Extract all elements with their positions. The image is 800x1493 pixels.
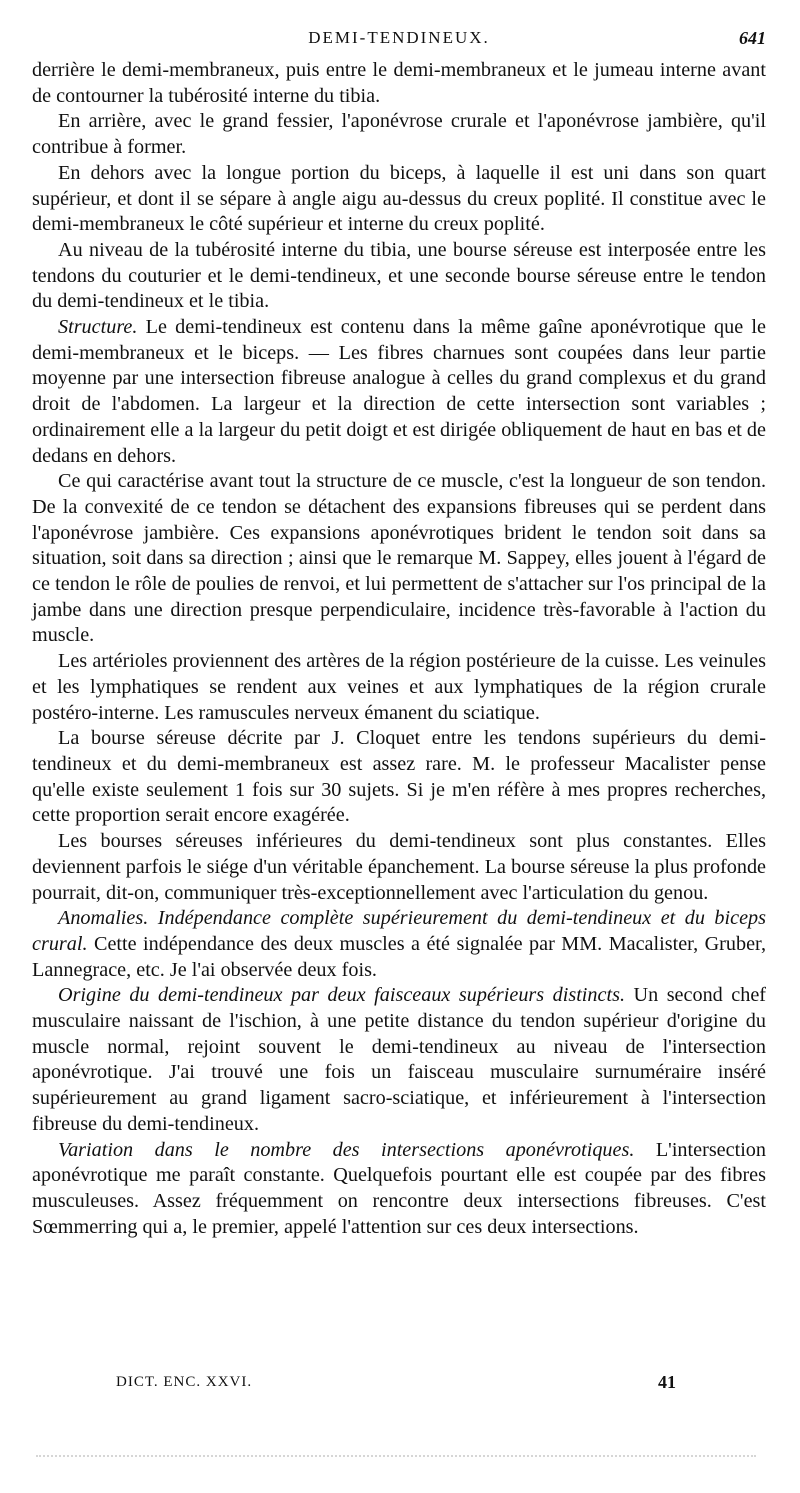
paragraph (32, 469, 766, 649)
paragraph-text: derrière le demi-membraneux, puis entre le demi-membraneux et le jumeau interne avant de contourner la tubérosité interne du tibia. (32, 59, 766, 107)
paragraph-text: Ce qui caractérise avant tout la structure de ce muscle, c'est la longueur de son tendon. De la convexité de ce tendon se détachent des expansions fibreuses qui se perdent dans l'aponévrose jambière. Ces expansions aponévrotiques brident le tendon soit dans sa situation, soit dans sa direction ; ainsi que le remarque M. Sappey, elles jouent à l'égard de ce tendon le rôle de poulies de renvoi, et lui permettent de s'attacher sur l'os principal de la jambe dans une direction presque perpendiculaire, incidence très-favorable à l'action du muscle. (32, 470, 766, 647)
paragraph-text: Les bourses séreuses inférieures du demi-tendineux sont plus constantes. Elles deviennent parfois le siége d'un véritable épanchement. La bourse séreuse la plus profonde pourrait, dit-on, communiquer très-exceptionnellement avec l'articulation du genou. (32, 830, 766, 904)
paragraph (32, 983, 766, 1137)
paragraph (32, 726, 766, 829)
paragraph-text: L'intersection aponévrotique me paraît constante. Quelquefois pourtant elle est coupée par des fibres musculeuses. Assez fréquemment on rencontre deux intersections fibreuses. C'est Sœmmerring qui a, le premier, appelé l'attention sur ces deux intersections. (32, 1138, 766, 1238)
paragraph (32, 906, 766, 983)
paragraph (32, 1138, 766, 1241)
scan-artifact-dots (36, 1455, 756, 1463)
paragraph-text: En dehors avec la longue portion du biceps, à laquelle il est uni dans son quart supérieur, et dont il se sépare à angle aigu au-dessus du creux poplité. Il constitue avec le demi-membraneux le côté supérieur et interne du creux poplité. (32, 161, 766, 236)
paragraph (32, 649, 766, 726)
paragraph (32, 829, 766, 906)
paragraph-text: Le demi-tendineux est contenu dans la même gaîne aponévrotique que le demi-membraneux et le biceps. — Les fibres charnues sont coupées dans leur partie moyenne par une intersection fibreuse analogue à celles du grand complexus et du grand droit de l'abdomen. La largeur et la direction de cette intersection sont variables ; ordinairement elle a la largeur du petit doigt et est dirigée obliquement de haut en bas et de dedans en dehors. (32, 316, 766, 467)
body-text (32, 58, 766, 1240)
running-head (32, 28, 766, 58)
section-heading-italic: Anomalies. Indépendance complète supérieurement du demi-tendineux et du biceps crural. (32, 907, 766, 955)
paragraph (32, 315, 766, 469)
paragraph (32, 161, 766, 238)
paragraph-text: Au niveau de la tubérosité interne du tibia, une bourse séreuse est interposée entre les tendons du couturier et le demi-tendineux, et une seconde bourse séreuse entre le tendon du demi-tendineux et le tibia. (32, 238, 766, 313)
section-heading-italic: Variation dans le nombre des intersections aponévrotiques. (58, 1138, 635, 1161)
paragraph-text: La bourse séreuse décrite par J. Cloquet entre les tendons supérieurs du demi-tendineux et du demi-membraneux est assez rare. M. le professeur Macalister pense qu'elle existe seulement 1 fois sur 30 sujets. Si je m'en réfère à mes propres recherches, cette proportion serait encore exagérée. (32, 727, 766, 827)
paragraph (32, 58, 766, 109)
section-heading-italic: Structure. (58, 316, 138, 339)
paragraph (32, 109, 766, 160)
page-number: 641 (739, 28, 766, 48)
paragraph-text: Cette indépendance des deux muscles a été signalée par MM. Macalister, Gruber, Lannegrace, etc. Je l'ai observée deux fois. (32, 932, 766, 981)
paragraph-text: Les artérioles proviennent des artères de la région postérieure de la cuisse. Les veinules et les lymphatiques se rendent aux veines et aux lymphatiques de la région crurale postéro-interne. Les ramuscules nerveux émanent du sciatique. (32, 650, 766, 724)
paragraph-text: En arrière, avec le grand fessier, l'aponévrose crurale et l'aponévrose jambière, qu'il contribue à former. (32, 110, 766, 159)
signature-footer (116, 1372, 676, 1398)
signature-number: 41 (658, 1372, 676, 1392)
signature-label: DICT. ENC. XXVI. (116, 1374, 253, 1390)
running-title: DEMI-TENDINEUX. (308, 28, 490, 47)
paragraph-text: Un second chef musculaire naissant de l'ischion, à une petite distance du tendon supérieur d'origine du muscle normal, rejoint souvent le demi-tendineux au niveau de l'intersection aponévrotique. J'ai trouvé une fois un faisceau musculaire surnuméraire inséré supérieurement au grand ligament sacro-sciatique, et inférieurement à l'intersection fibreuse du demi-tendineux. (32, 984, 767, 1135)
section-heading-italic: Origine du demi-tendineux par deux faisceaux supérieurs distincts. (58, 984, 625, 1007)
paragraph (32, 238, 766, 315)
